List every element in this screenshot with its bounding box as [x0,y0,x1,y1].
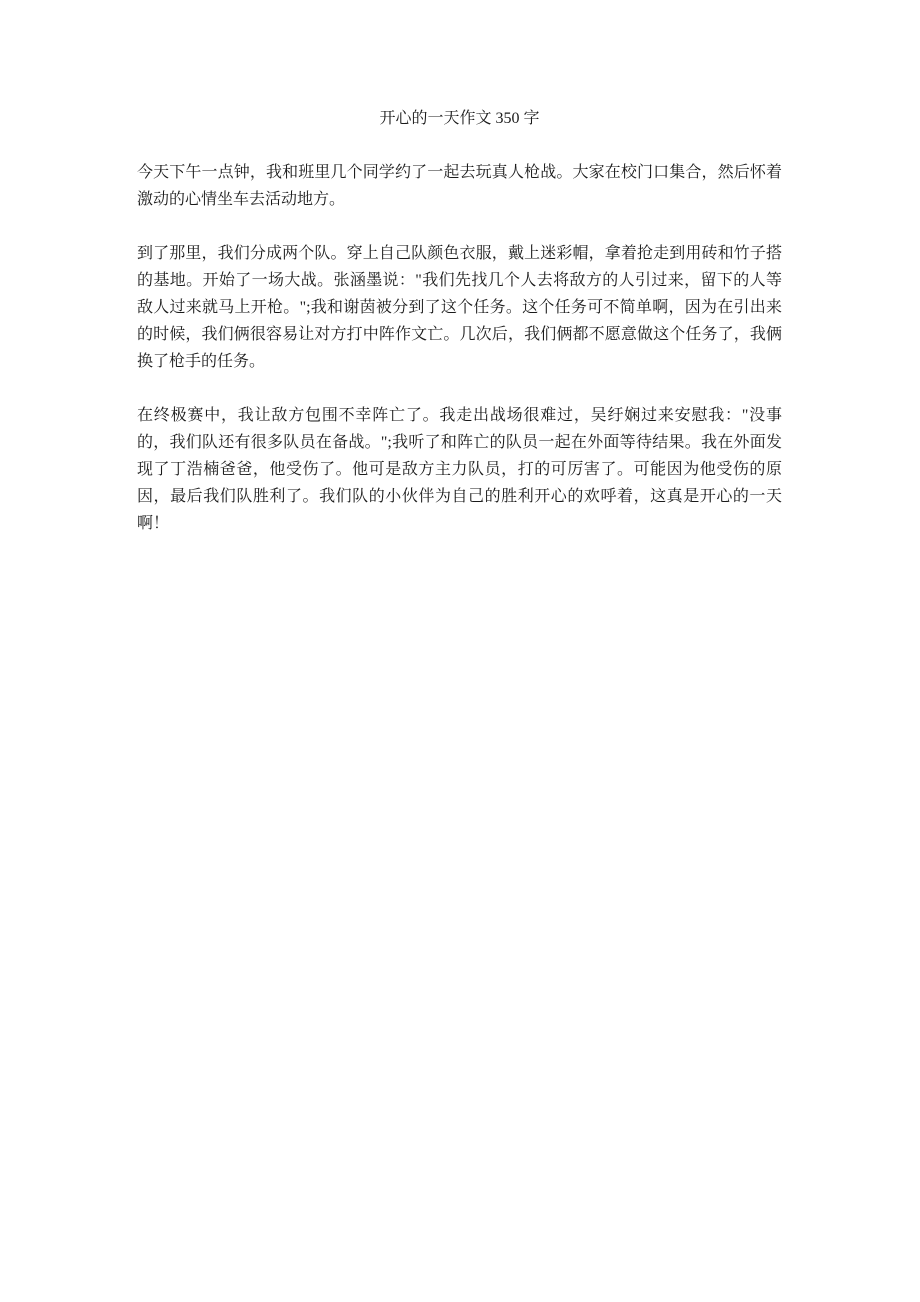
essay-paragraph-3: 在终极赛中，我让敌方包围不幸阵亡了。我走出战场很难过，吴纡娴过来安慰我："没事的，我们队还有很多队员在备战。";我听了和阵亡的队员一起在外面等待结果。我在外面发现了丁浩楠爸爸，他受伤了。他可是敌方主力队员，打的可厉害了。可能因为他受伤的原因，最后我们队胜利了。我们队的小伙伴为自己的胜利开心的欢呼着，这真是开心的一天啊！ [137,407,782,532]
essay-paragraph-2: 到了那里，我们分成两个队。穿上自己队颜色衣服，戴上迷彩帽，拿着抢走到用砖和竹子搭的基地。开始了一场大战。张涵墨说："我们先找几个人去将敌方的人引过来，留下的人等敌人过来就马上开枪。";我和谢茵被分到了这个任务。这个任务可不简单啊，因为在引出来的时候，我们俩很容易让对方打中阵作文亡。几次后，我们俩都不愿意做这个任务了，我俩换了枪手的任务。 [137,245,782,370]
essay-title: 开心的一天作文 350 字 [379,110,540,127]
essay-paragraph-1: 今天下午一点钟，我和班里几个同学约了一起去玩真人枪战。大家在校门口集合，然后怀着激动的心情坐车去活动地方。 [137,164,782,208]
